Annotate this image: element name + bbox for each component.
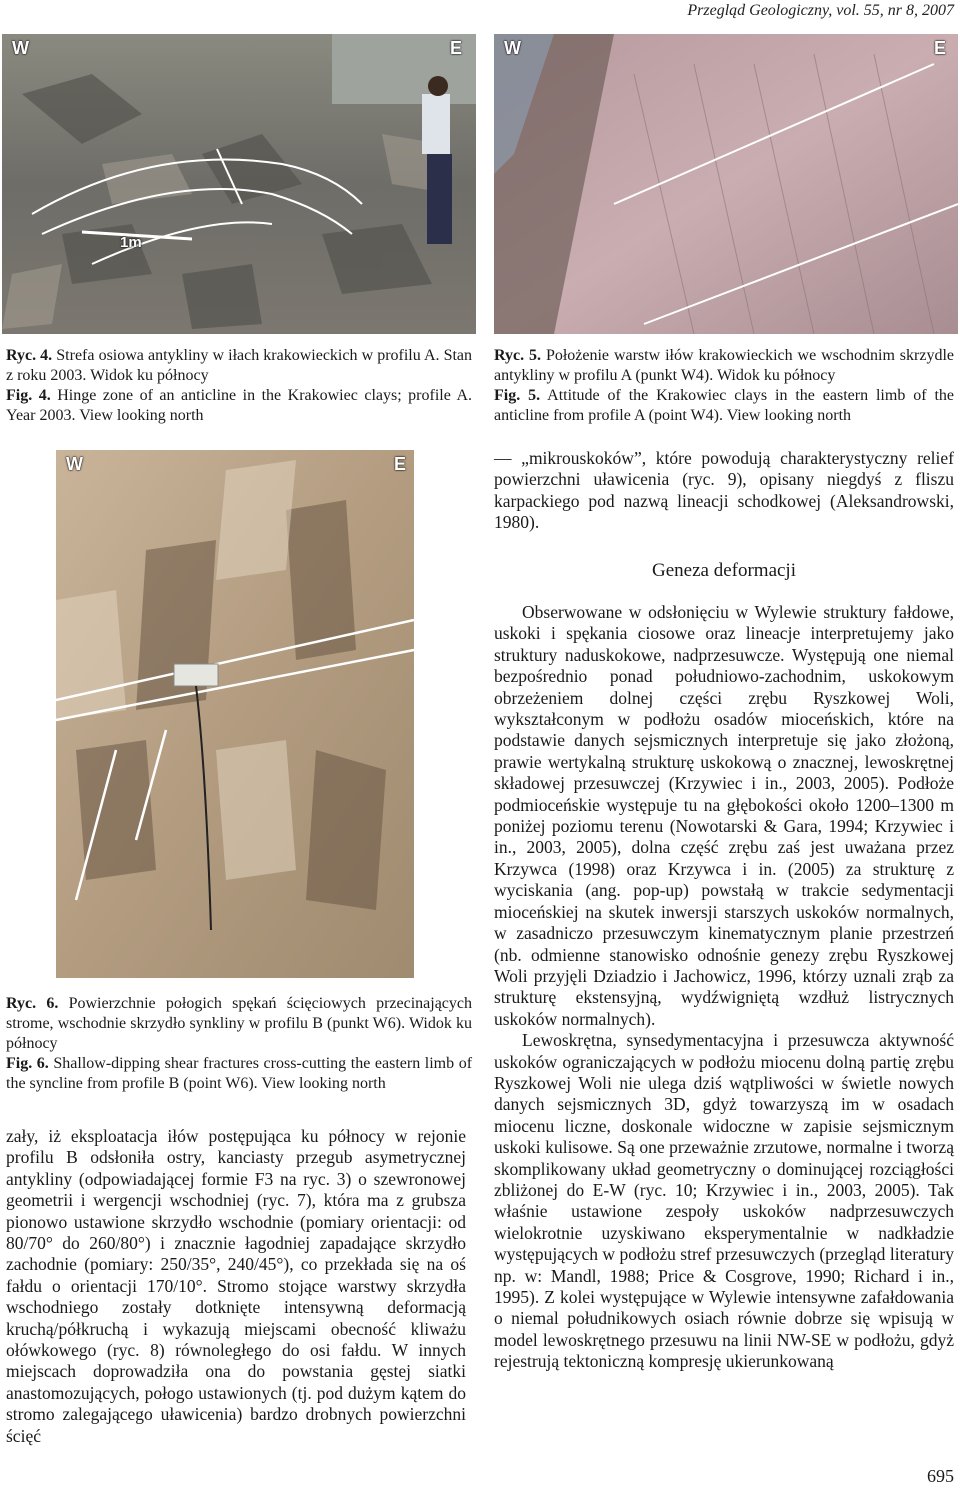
paragraph: zały, iż eksploatacja iłów postępująca ku północy w rejonie profilu B odsłoniła ostry, kanciasty przegub asymetrycznej antykliny (odpowiadającej formie F3 na ryc. 3) o szewronowej geometrii i wergencji wschodniej (ryc. 7), która ma z grubsza pionowo ustawione skrzydło wschodnie (pomiary orientacji: od 80/70° do 260/80°) i znacznie łagodniej zapadające skrzydło zachodnie (pomiary: 250/35°, 240/45°), co przekłada się na oś fałdu o orientacji 170/10°. Stromo stojące warstwy skrzydła wschodniego zostały dotknięte intensywną deformacją kruchą/półkruchą i wykazują miejscami obecność kliważu ołówkowego (ryc. 8) równoległego do osi fałdu. W innych miejscach doprowadziła ona do powstania gęstej siatki anastomozujących, połogo ustawionych (tj. pod dużym kątem do stromo zalegającego uławicenia) bardzo drobnych powierzchni ścięć [6,1126,466,1446]
east-label: E [934,38,947,58]
caption-number: Ryc. 4. [6,347,53,364]
caption-text-pl: Powierzchnie połogich spękań ścięciowych przecinających strome, wschodnie skrzydło synkliny w profilu B (punkt W6). Widok ku północy [6,995,472,1052]
paragraph: Lewoskrętna, synsedymentacyjna i przesuwcza aktywność uskoków ograniczających w podłożu miocenu dolną partię zrębu Ryszkowej Woli nie ulega dziś wątpliwości w świetle nowych danych sejsmicznych 3D, gdyż towarzyszą im w osadach miocenu liczne, doskonale widoczne w zapisie sejsmicznym uskoki kulisowe. Są one przeważnie zrzutowe, normalne i tworzą skomplikowany układ geometryczny o dominującej rozciągłości zbliżonej do E-W (ryc. 10; Krzywiec i in., 2003, 2005). Tak właśnie ustawione zespoły uskoków nadprzesuwczych wielokrotnie uzyskiwano eksperymentalnie w nadkładzie występujących w podłożu stref przesuwczych (przegląd literatury np. w: Mandl, 1988; Price & Cosgrove, 1990; Richard i in., 1995). Z kolei występujące w Wylewie intensywne zafałdowania o niemal południkowych osiach równie dobrze się wpisują w model lewoskrętnego przesuwu na linii NW-SE w podłożu, gdyż rejestrują tektoniczną kompresję ukierunkowaną [494,1030,954,1372]
journal-header: Przegląd Geologiczny, vol. 55, nr 8, 2007 [687,2,954,19]
figure-6-caption [6,994,472,1094]
caption-number: Ryc. 5. [494,347,542,364]
caption-text-pl: Położenie warstw iłów krakowieckich we wschodnim skrzydle antykliny w profilu A (punkt W4). Widok ku północy [494,347,955,384]
figure-5-photo [494,34,958,334]
west-label: W [12,38,29,58]
caption-number: Fig. 6. [6,1055,49,1072]
figure-6-photo [56,450,414,978]
figure-5-caption [494,346,954,426]
figure-4-photo [2,34,476,334]
paragraph: — „mikrouskoków”, które powodują charakterystyczny relief powierzchni uławicenia (ryc. 9), opisany niegdyś z fliszu karpackiego pod nazwą lineacji schodkowej (Aleksandrowski, 1980). [494,448,954,533]
figure-4-caption [6,346,472,426]
page-number: 695 [927,1466,954,1486]
caption-text-en: Shallow-dipping shear fractures cross-cutting the eastern limb of the syncline from profile B (point W6). View looking north [6,1055,473,1092]
left-column-text [6,1126,466,1447]
caption-number: Fig. 5. [494,387,541,404]
paragraph: Obserwowane w odsłonięciu w Wylewie struktury fałdowe, uskoki i spękania ciosowe oraz lineacje interpretujemy jako struktury naduskokowe, nadprzesuwcze. Występują one niemal bezpośrednio ponad południowo-zachodnim, uskokowym obrzeżeniem dolnej części zrębu Ryszkowej Woli, wykształconym w podłożu osadów mioceńskich, które na podstawie danych sejsmicznych interpretuje się jako złożoną, prawie wertykalną strukturę uskokową o znacznej, lewoskrętnej składowej przesuwczej (Krzywiec i in., 2003, 2005). Podłoże podmioceńskie występuje tu na głębokości około 1200–1300 m poniżej poziomu terenu (Nowotarski & Gara, 1994; Krzywiec i in., 2003, 2005), dolna część zrębu zaś jest uważana przez Krzywca (1998) oraz Krzywca i in. (2005) za strukturę z wyciskania (ang. pop-up) powstałą w trakcie sedymentacji mioceńskiej na skutek inwersji starszych uskoków normalnych, w zasadniczo przesuwczym kinematycznym planie przestrzeń (nb. odmienne stanowisko odnośnie genezy zrębu Ryszkowej Woli przyjęli Dziadzio i Jachowicz, 1996, którzy uznali zrąb za strukturę ekstensyjną, wydźwigniętą wzdłuż listrycznych uskoków normalnych). [494,602,954,1029]
west-label: W [504,38,521,58]
east-label: E [450,38,463,58]
east-label: E [394,454,407,474]
west-label: W [66,454,83,474]
caption-text-pl: Strefa osiowa antykliny w iłach krakowieckich w profilu A. Stan z roku 2003. Widok ku północy [6,347,473,384]
caption-text-en: Hinge zone of an anticline in the Krakowiec clays; profile A. Year 2003. View looking north [6,387,473,424]
section-heading: Geneza deformacji [652,560,796,581]
right-column-intro [494,448,954,534]
caption-number: Fig. 4. [6,387,51,404]
scale-label: 1m [120,234,142,251]
right-column-text [494,602,954,1373]
caption-number: Ryc. 6. [6,995,59,1012]
caption-text-en: Attitude of the Krakowiec clays in the eastern limb of the anticline from profile A (point W4). View looking north [494,387,954,424]
